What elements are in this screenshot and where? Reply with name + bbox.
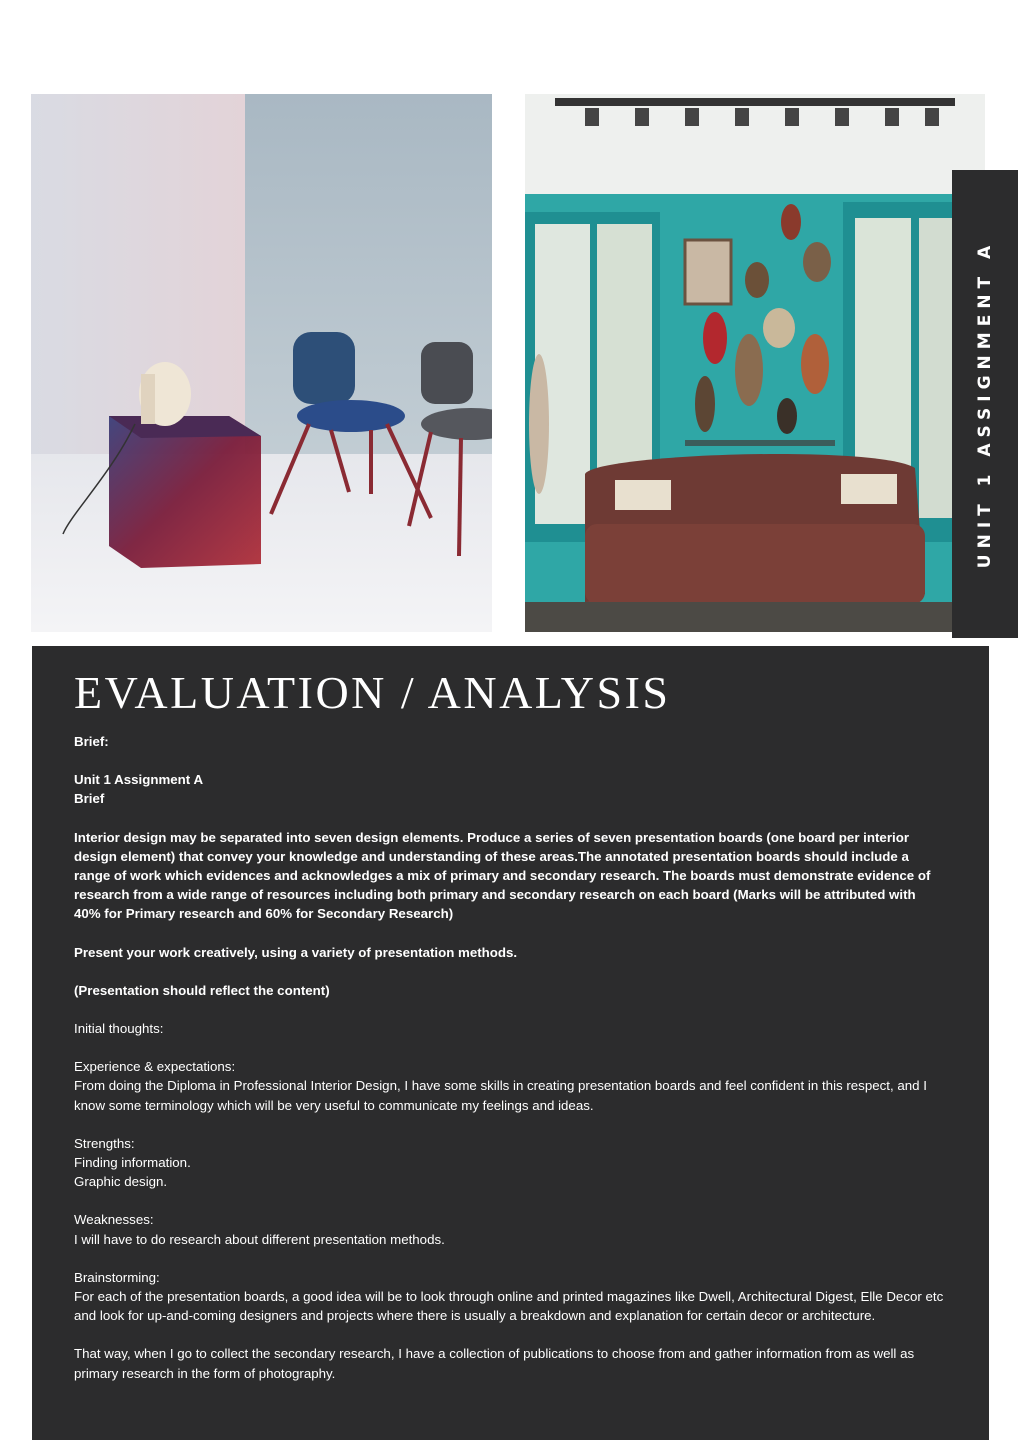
presentation-note: (Presentation should reflect the content) xyxy=(74,982,330,998)
living-room-photo-illustration xyxy=(525,94,985,632)
furniture-photo-illustration xyxy=(31,94,492,632)
weaknesses-text: I will have to do research about different presentation methods. xyxy=(74,1231,445,1247)
brief-label: Brief: xyxy=(74,734,109,749)
unit-tab-label: UNIT 1 ASSIGNMENT A xyxy=(975,239,995,569)
brainstorming-text: For each of the presentation boards, a good idea will be to look through online and printed magazines like Dwell, Architectural Digest, Elle Decor etc and look for up-and-coming designers and projects where there is usually a breakdown and explanation for certain decor or architecture. xyxy=(74,1289,944,1324)
brief-heading: Brief xyxy=(74,791,105,807)
unit-tab xyxy=(952,170,1018,638)
experience-text: From doing the Diploma in Professional Interior Design, I have some skills in creating presentation boards and feel confident in this respect, and I know some terminology which will be very useful to communicate my feelings and ideas. xyxy=(74,1078,927,1113)
brainstorming-heading: Brainstorming: xyxy=(74,1269,160,1285)
furniture-photo xyxy=(31,94,492,632)
initial-thoughts: Initial thoughts: xyxy=(74,1021,164,1037)
panel-content xyxy=(74,732,944,1383)
living-room-photo xyxy=(525,94,985,632)
strength-item: Graphic design. xyxy=(74,1174,168,1190)
brief-text: Interior design may be separated into seven design elements. Produce a series of seven presentation boards (one board per interior design element) that convey your knowledge and understanding of these areas.The annotated presentation boards should include a range of work which evidences and acknowledges a mix of primary and secondary research. The boards must demonstrate evidence of research from a wide range of resources including both primary and secondary research on each board (Marks will be attributed with 40% for Primary research and 60% for Secondary Research) xyxy=(74,829,931,922)
strengths-heading: Strengths: xyxy=(74,1135,135,1151)
experience-heading: Experience & expectations: xyxy=(74,1059,236,1075)
weaknesses-heading: Weaknesses: xyxy=(74,1212,154,1228)
evaluation-panel xyxy=(32,646,989,1440)
strength-item: Finding information. xyxy=(74,1155,191,1171)
page-title: EVALUATION / ANALYSIS xyxy=(74,667,671,718)
conclusion-text: That way, when I go to collect the secondary research, I have a collection of publications to choose from and gather information from as well as primary research in the form of photography. xyxy=(74,1346,915,1381)
unit-title: Unit 1 Assignment A xyxy=(74,772,204,788)
present-text: Present your work creatively, using a variety of presentation methods. xyxy=(74,944,518,960)
